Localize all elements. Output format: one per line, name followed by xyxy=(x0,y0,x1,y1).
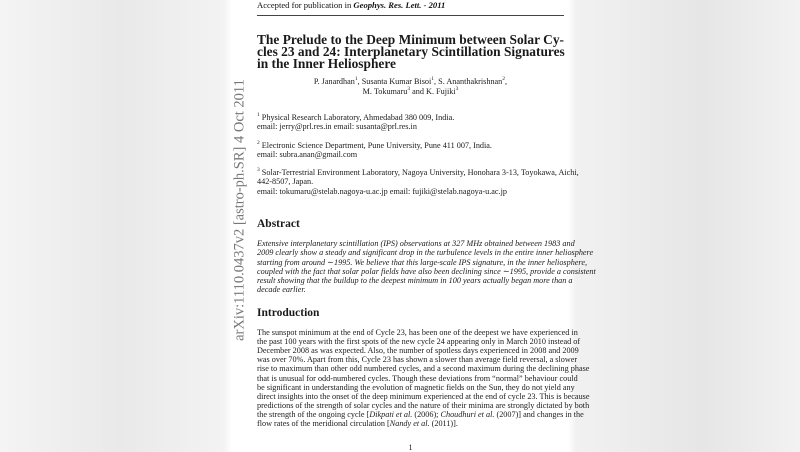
page-number: 1 xyxy=(408,443,413,452)
title-line: in the Inner Heliosphere xyxy=(257,56,396,71)
citation-link[interactable]: Choudhuri et al. xyxy=(440,410,495,419)
affiliation-3-email: email: tokumaru@stelab.nagoya-u.ac.jp email: fujiki@stelab.nagoya-u.ac.jp xyxy=(257,187,507,196)
affiliation-3 xyxy=(257,167,579,177)
body-line: that is unusual for odd-numbered cycles. Though these deviations from “normal” behaviour could xyxy=(257,374,578,383)
body-text: the strength of the ongoing cycle [ xyxy=(257,410,370,419)
header-prefix: Accepted for publication in xyxy=(257,0,354,10)
abstract-line: result showing that the buildup to the deepest minimum in 100 years actually began more than a xyxy=(257,276,573,285)
body-line: December 2008 as was expected. Also, the number of spotless days experienced in 2008 and 2009 xyxy=(257,346,579,355)
affiliation-number: 1 xyxy=(257,112,260,118)
body-line: direct insights into the onset of the deep minimum experienced at the end of cycle 23. This is because xyxy=(257,392,590,401)
journal-name: Geophys. Res. Lett. - 2011 xyxy=(353,0,446,10)
body-text: (2011)]. xyxy=(429,419,458,428)
citation-link[interactable]: Dikpati et al. xyxy=(369,410,413,419)
affiliation-marker: 1 xyxy=(431,76,435,82)
affiliation-text: Solar-Terrestrial Environment Laboratory, Nagoya University, Honohara 3-13, Toyokawa, Aichi, xyxy=(261,168,579,177)
body-text: flow rates of the meridional circulation [ xyxy=(257,419,390,428)
affiliation-marker: 3 xyxy=(455,86,459,92)
authors-line xyxy=(257,87,564,96)
body-line: was over 70%. Apart from this, Cycle 23 has shown a slower than average field reversal, a slower xyxy=(257,355,578,364)
body-line: The sunspot minimum at the end of Cycle 23, has been one of the deepest we have experienced in xyxy=(257,328,578,337)
affiliation-number: 3 xyxy=(257,167,260,173)
body-line xyxy=(257,419,564,428)
abstract-line: coupled with the fact that solar polar fields have also been declining since ∼1995, provide a consistent xyxy=(257,267,596,276)
title-line: The Prelude to the Deep Minimum between Solar Cy- xyxy=(257,32,564,47)
author-conjunction: and xyxy=(412,87,424,96)
arxiv-stamp: arXiv:1110.0437v2 [astro-ph.SR] 4 Oct 2011 xyxy=(231,79,248,341)
body-line: predictions of the strength of solar cycles and the nature of their minima are strongly dictated by both xyxy=(257,401,590,410)
header-rule xyxy=(257,15,564,16)
abstract-heading: Abstract xyxy=(257,218,300,230)
author: Susanta Kumar Bisoi xyxy=(361,77,432,86)
abstract-line: starting from around ∼1995. We believe that this large-scale IPS signature, in the inner heliosphere, xyxy=(257,258,587,267)
affiliation-1-email: email: jerry@prl.res.in email: susanta@prl.res.in xyxy=(257,122,417,131)
body-line xyxy=(257,410,584,419)
authors-line: P. Janardhan$^1$, Susanta Kumar Bisoi$^1$, S. Ananthakrishnan$^2$, xyxy=(313,76,508,86)
author: M. Tokumaru xyxy=(362,87,408,96)
body-line: rise to maximum than other odd numbered cycles, and a second maximum during the declining phase xyxy=(257,364,590,373)
affiliation-marker: 3 xyxy=(407,86,411,92)
citation-link[interactable]: Nandy et al. xyxy=(389,419,430,428)
affiliation-number: 2 xyxy=(257,140,260,146)
affiliation-marker: 2 xyxy=(502,76,506,82)
body-line: the past 100 years with the first spots of the new cycle 24 appearing only in March 2010 instead of xyxy=(257,337,581,346)
abstract-line: decade earlier. xyxy=(257,285,306,294)
body-text: (2006); xyxy=(412,410,441,419)
affiliation-text: Physical Research Laboratory, Ahmedabad 380 009, India. xyxy=(261,113,455,122)
affiliation-text: Electronic Science Department, Pune University, Pune 411 007, India. xyxy=(261,141,492,150)
body-text: (2007)] and changes in the xyxy=(494,410,584,419)
author: P. Janardhan xyxy=(313,77,355,86)
author: S. Ananthakrishnan xyxy=(438,77,503,86)
abstract-line: 2009 clearly show a steady and significant drop in the turbulence levels in the entire inner heliosphere xyxy=(257,248,594,257)
affiliation-2 xyxy=(257,141,564,150)
affiliation-3-address: 442-8507, Japan. xyxy=(257,177,314,186)
introduction-heading: Introduction xyxy=(257,307,320,319)
body-line: be significant in understanding the evolution of magnetic fields on the Sun, they do not yield any xyxy=(257,383,575,392)
title-line: cles 23 and 24: Interplanetary Scintillation Signatures xyxy=(257,44,565,59)
author: K. Fujiki xyxy=(426,87,456,96)
abstract-line: Extensive interplanetary scintillation (IPS) observations at 327 MHz obtained between 1983 and xyxy=(257,239,575,248)
affiliation-marker: 1 xyxy=(354,76,358,82)
affiliation-1 xyxy=(257,113,564,122)
journal-header xyxy=(257,0,445,11)
affiliation-2-email: email: subra.anan@gmail.com xyxy=(257,150,358,159)
